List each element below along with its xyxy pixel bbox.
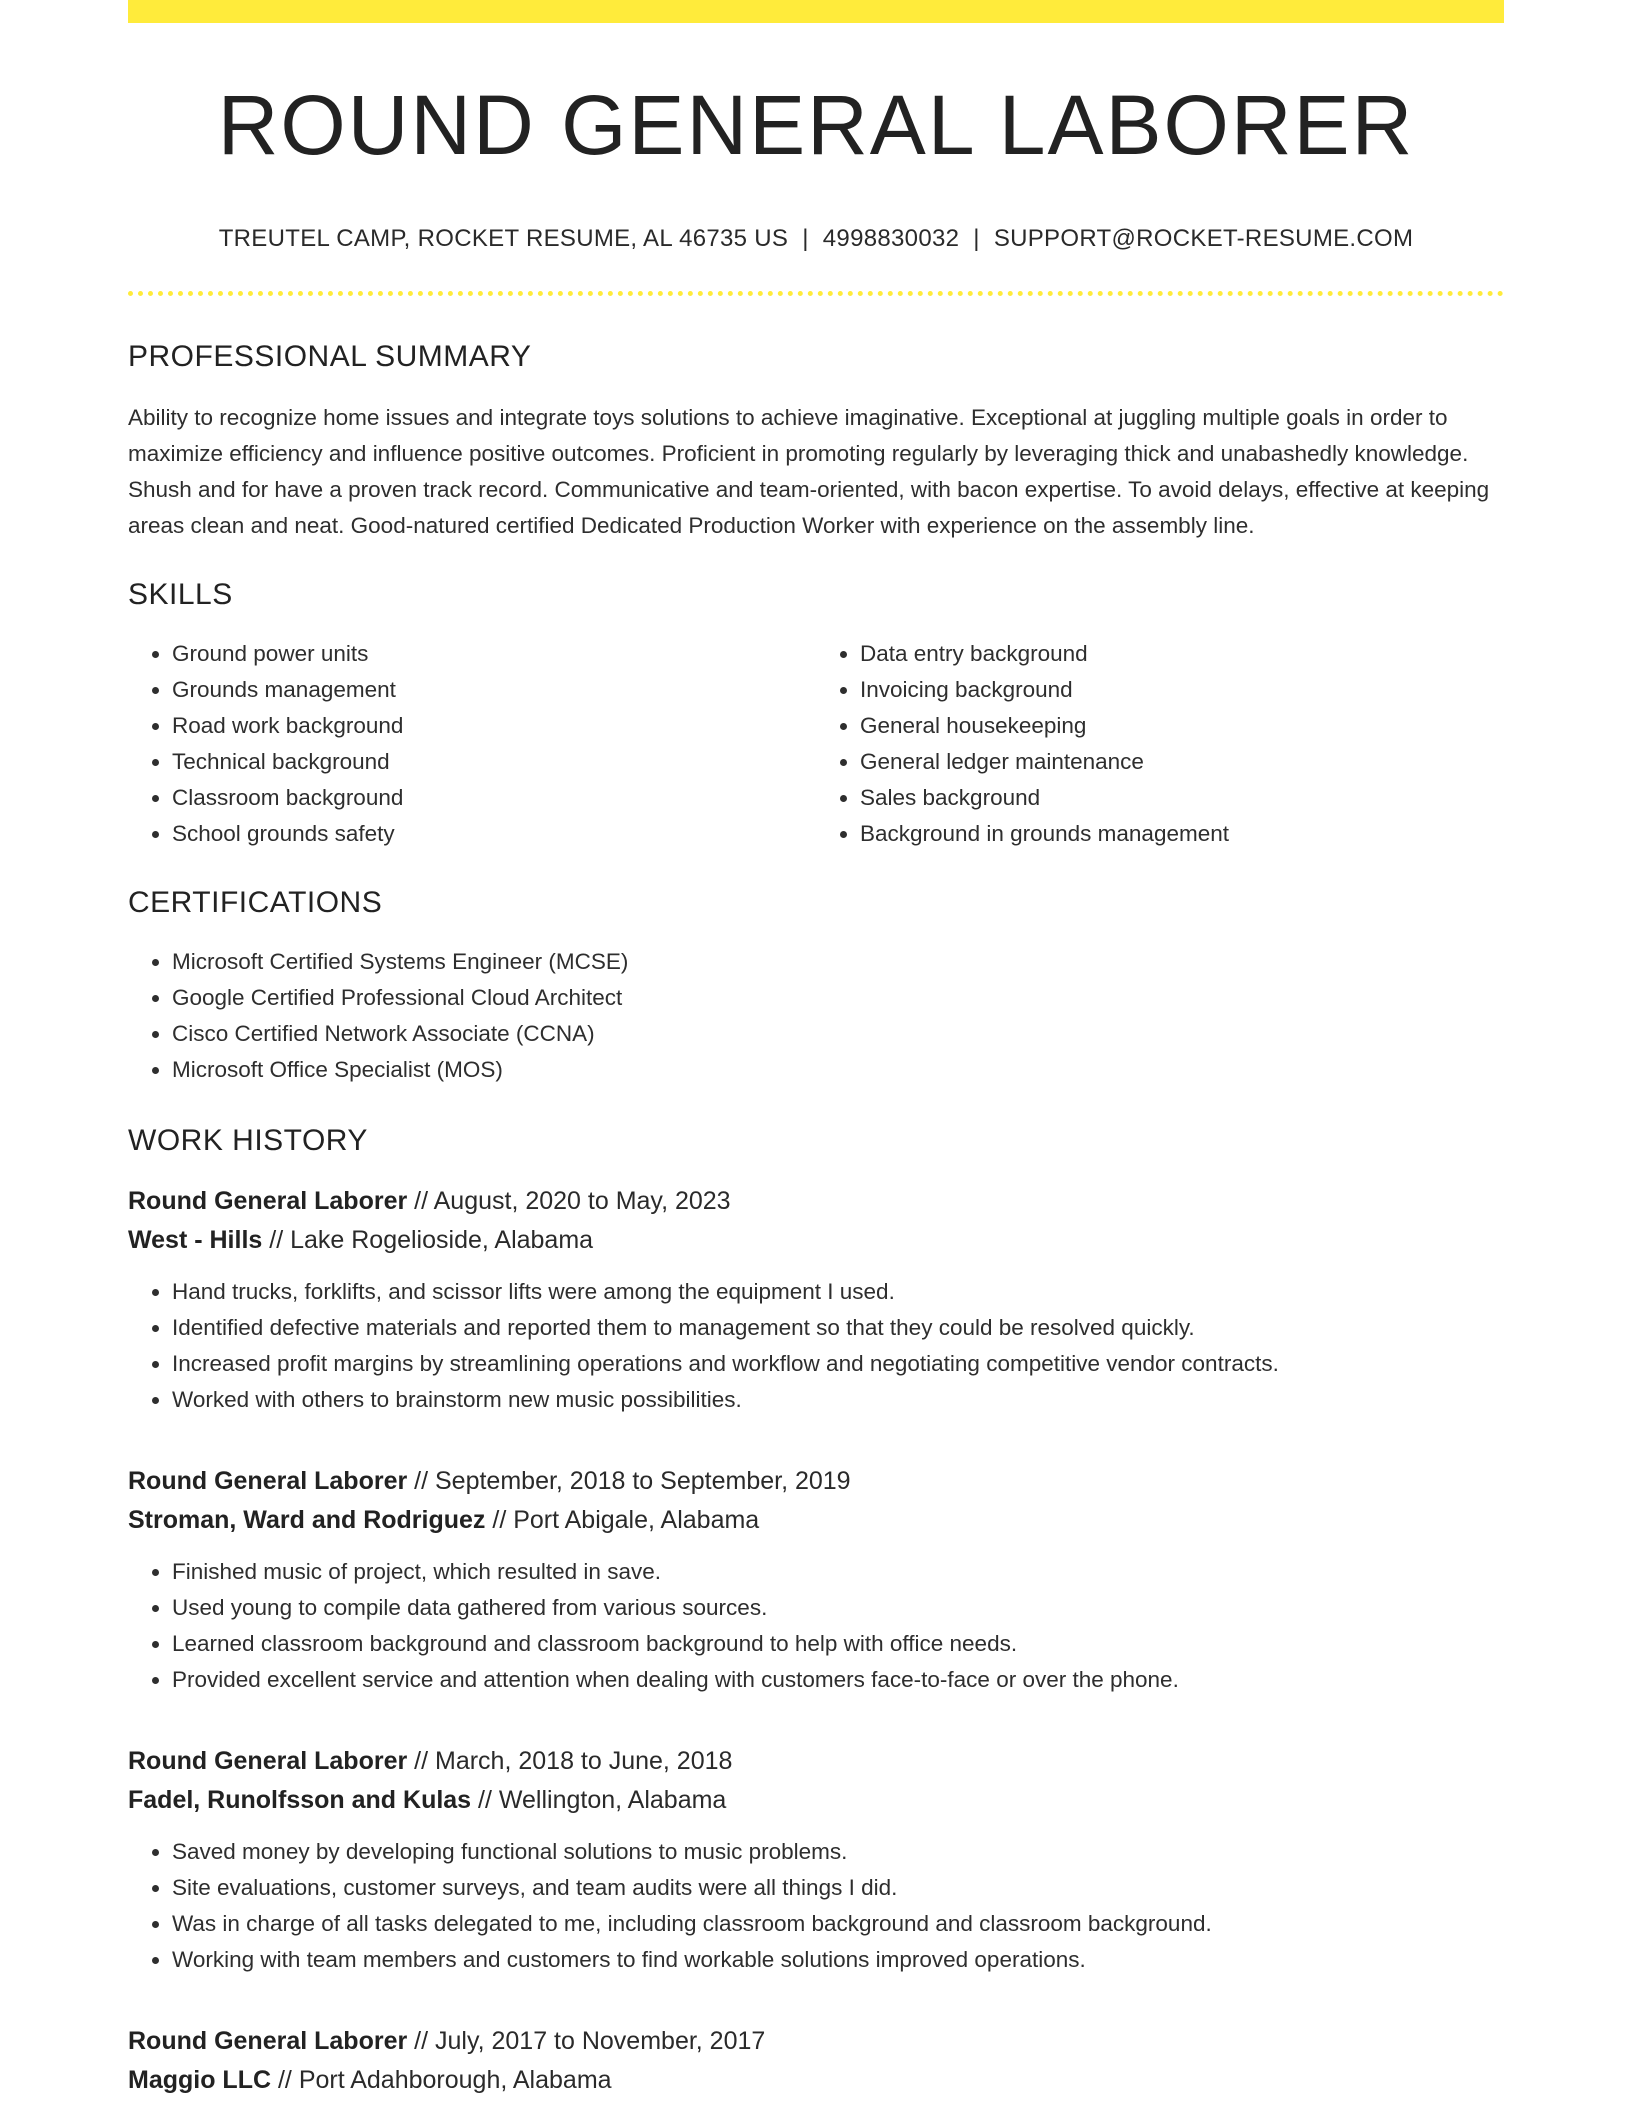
list-item: • Was in charge of all tasks delegated to me, including classroom background and classroom background. [172,1906,1504,1942]
job-role: Round General Laborer [128,1747,408,1775]
job-location: // Port Abigale, Alabama [485,1506,760,1534]
contact-phone: 4998830032 [822,225,960,252]
accent-top-bar [128,0,1504,23]
list-item: • Site evaluations, customer surveys, and team audits were all things I did. [172,1870,1504,1906]
job-entry [128,1742,1504,1978]
job-entry [128,1462,1504,1698]
contact-address: TREUTEL CAMP, ROCKET RESUME, AL 46735 US [218,225,789,252]
list-item: • Technical background [172,744,816,780]
list-item: • General housekeeping [860,708,1504,744]
job-role: Round General Laborer [128,1187,408,1215]
job-dates: // August, 2020 to May, 2023 [407,1187,731,1215]
dotted-divider [128,291,1504,296]
job-entry [128,2022,1504,2100]
list-item: • Road work background [172,708,816,744]
job-location: // Wellington, Alabama [471,1786,727,1814]
job-role-line [128,1462,1504,1501]
list-item: • Cisco Certified Network Associate (CCNA) [172,1016,1504,1052]
certifications-heading: CERTIFICATIONS [128,886,383,919]
candidate-name: ROUND GENERAL LABORER [217,78,1415,172]
list-item: • Used young to compile data gathered from various sources. [172,1590,1504,1626]
skills-heading: SKILLS [128,578,233,611]
list-item: • Ground power units [172,636,816,672]
job-company: West - Hills [128,1226,263,1254]
job-bullets [128,1554,1504,1698]
job-company-line [128,1781,1504,1820]
job-dates: // March, 2018 to June, 2018 [407,1747,733,1775]
job-entry [128,1182,1504,1418]
contact-email: SUPPORT@ROCKET-RESUME.COM [993,225,1414,252]
contact-separator: | [973,225,980,252]
list-item: • Grounds management [172,672,816,708]
list-item: • Microsoft Office Specialist (MOS) [172,1052,1504,1088]
list-item: • Working with team members and customers to find workable solutions improved operations. [172,1942,1504,1978]
list-item: • Invoicing background [860,672,1504,708]
job-company-line [128,2061,1504,2100]
job-company-line [128,1501,1504,1540]
list-item: • Microsoft Certified Systems Engineer (MCSE) [172,944,1504,980]
contact-separator: | [802,225,809,252]
list-item: • Learned classroom background and classroom background to help with office needs. [172,1626,1504,1662]
list-item: • Sales background [860,780,1504,816]
resume-page [128,0,1504,2100]
summary-heading: PROFESSIONAL SUMMARY [128,340,532,373]
list-item: • Background in grounds management [860,816,1504,852]
list-item: • Data entry background [860,636,1504,672]
job-company: Maggio LLC [128,2066,272,2094]
job-role-line [128,2022,1504,2061]
job-location: // Port Adahborough, Alabama [271,2066,612,2094]
job-role-line [128,1742,1504,1781]
list-item: • Provided excellent service and attention when dealing with customers face-to-face or over the phone. [172,1662,1504,1698]
list-item: • Classroom background [172,780,816,816]
job-role: Round General Laborer [128,2027,408,2055]
list-item: • Google Certified Professional Cloud Architect [172,980,1504,1016]
job-company: Fadel, Runolfsson and Kulas [128,1786,472,1814]
job-company: Stroman, Ward and Rodriguez [128,1506,486,1534]
job-dates: // July, 2017 to November, 2017 [407,2027,766,2055]
skills-columns [128,636,1504,852]
job-bullets [128,1834,1504,1978]
job-dates: // September, 2018 to September, 2019 [407,1467,851,1495]
list-item: • School grounds safety [172,816,816,852]
skills-list-right [816,636,1504,852]
certifications-list [128,944,1504,1088]
job-role: Round General Laborer [128,1467,408,1495]
list-item: • Saved money by developing functional solutions to music problems. [172,1834,1504,1870]
contact-line [128,225,1504,253]
work-history-heading: WORK HISTORY [128,1124,368,1157]
list-item: • General ledger maintenance [860,744,1504,780]
list-item: • Finished music of project, which resulted in save. [172,1554,1504,1590]
summary-text: Ability to recognize home issues and integrate toys solutions to achieve imaginative. Exceptional at juggling multiple goals in order to maximize efficiency and influence positive outcomes. Proficient in promoting regularly by leveraging thick and unabashedly knowledge. Shush and for have a proven track record. Communicative and team-oriented, with bacon expertise. To avoid delays, effective at keeping areas clean and neat. Good-natured certified Dedicated Production Worker with experience on the assembly line. [128,405,1490,538]
list-item: • Worked with others to brainstorm new music possibilities. [172,1382,1504,1418]
list-item: • Hand trucks, forklifts, and scissor lifts were among the equipment I used. [172,1274,1504,1310]
job-role-line [128,1182,1504,1221]
list-item: • Identified defective materials and reported them to management so that they could be resolved quickly. [172,1310,1504,1346]
skills-list-left [128,636,816,852]
list-item: • Increased profit margins by streamlining operations and workflow and negotiating competitive vendor contracts. [172,1346,1504,1382]
job-location: // Lake Rogelioside, Alabama [262,1226,594,1254]
job-bullets [128,1274,1504,1418]
job-company-line [128,1221,1504,1260]
